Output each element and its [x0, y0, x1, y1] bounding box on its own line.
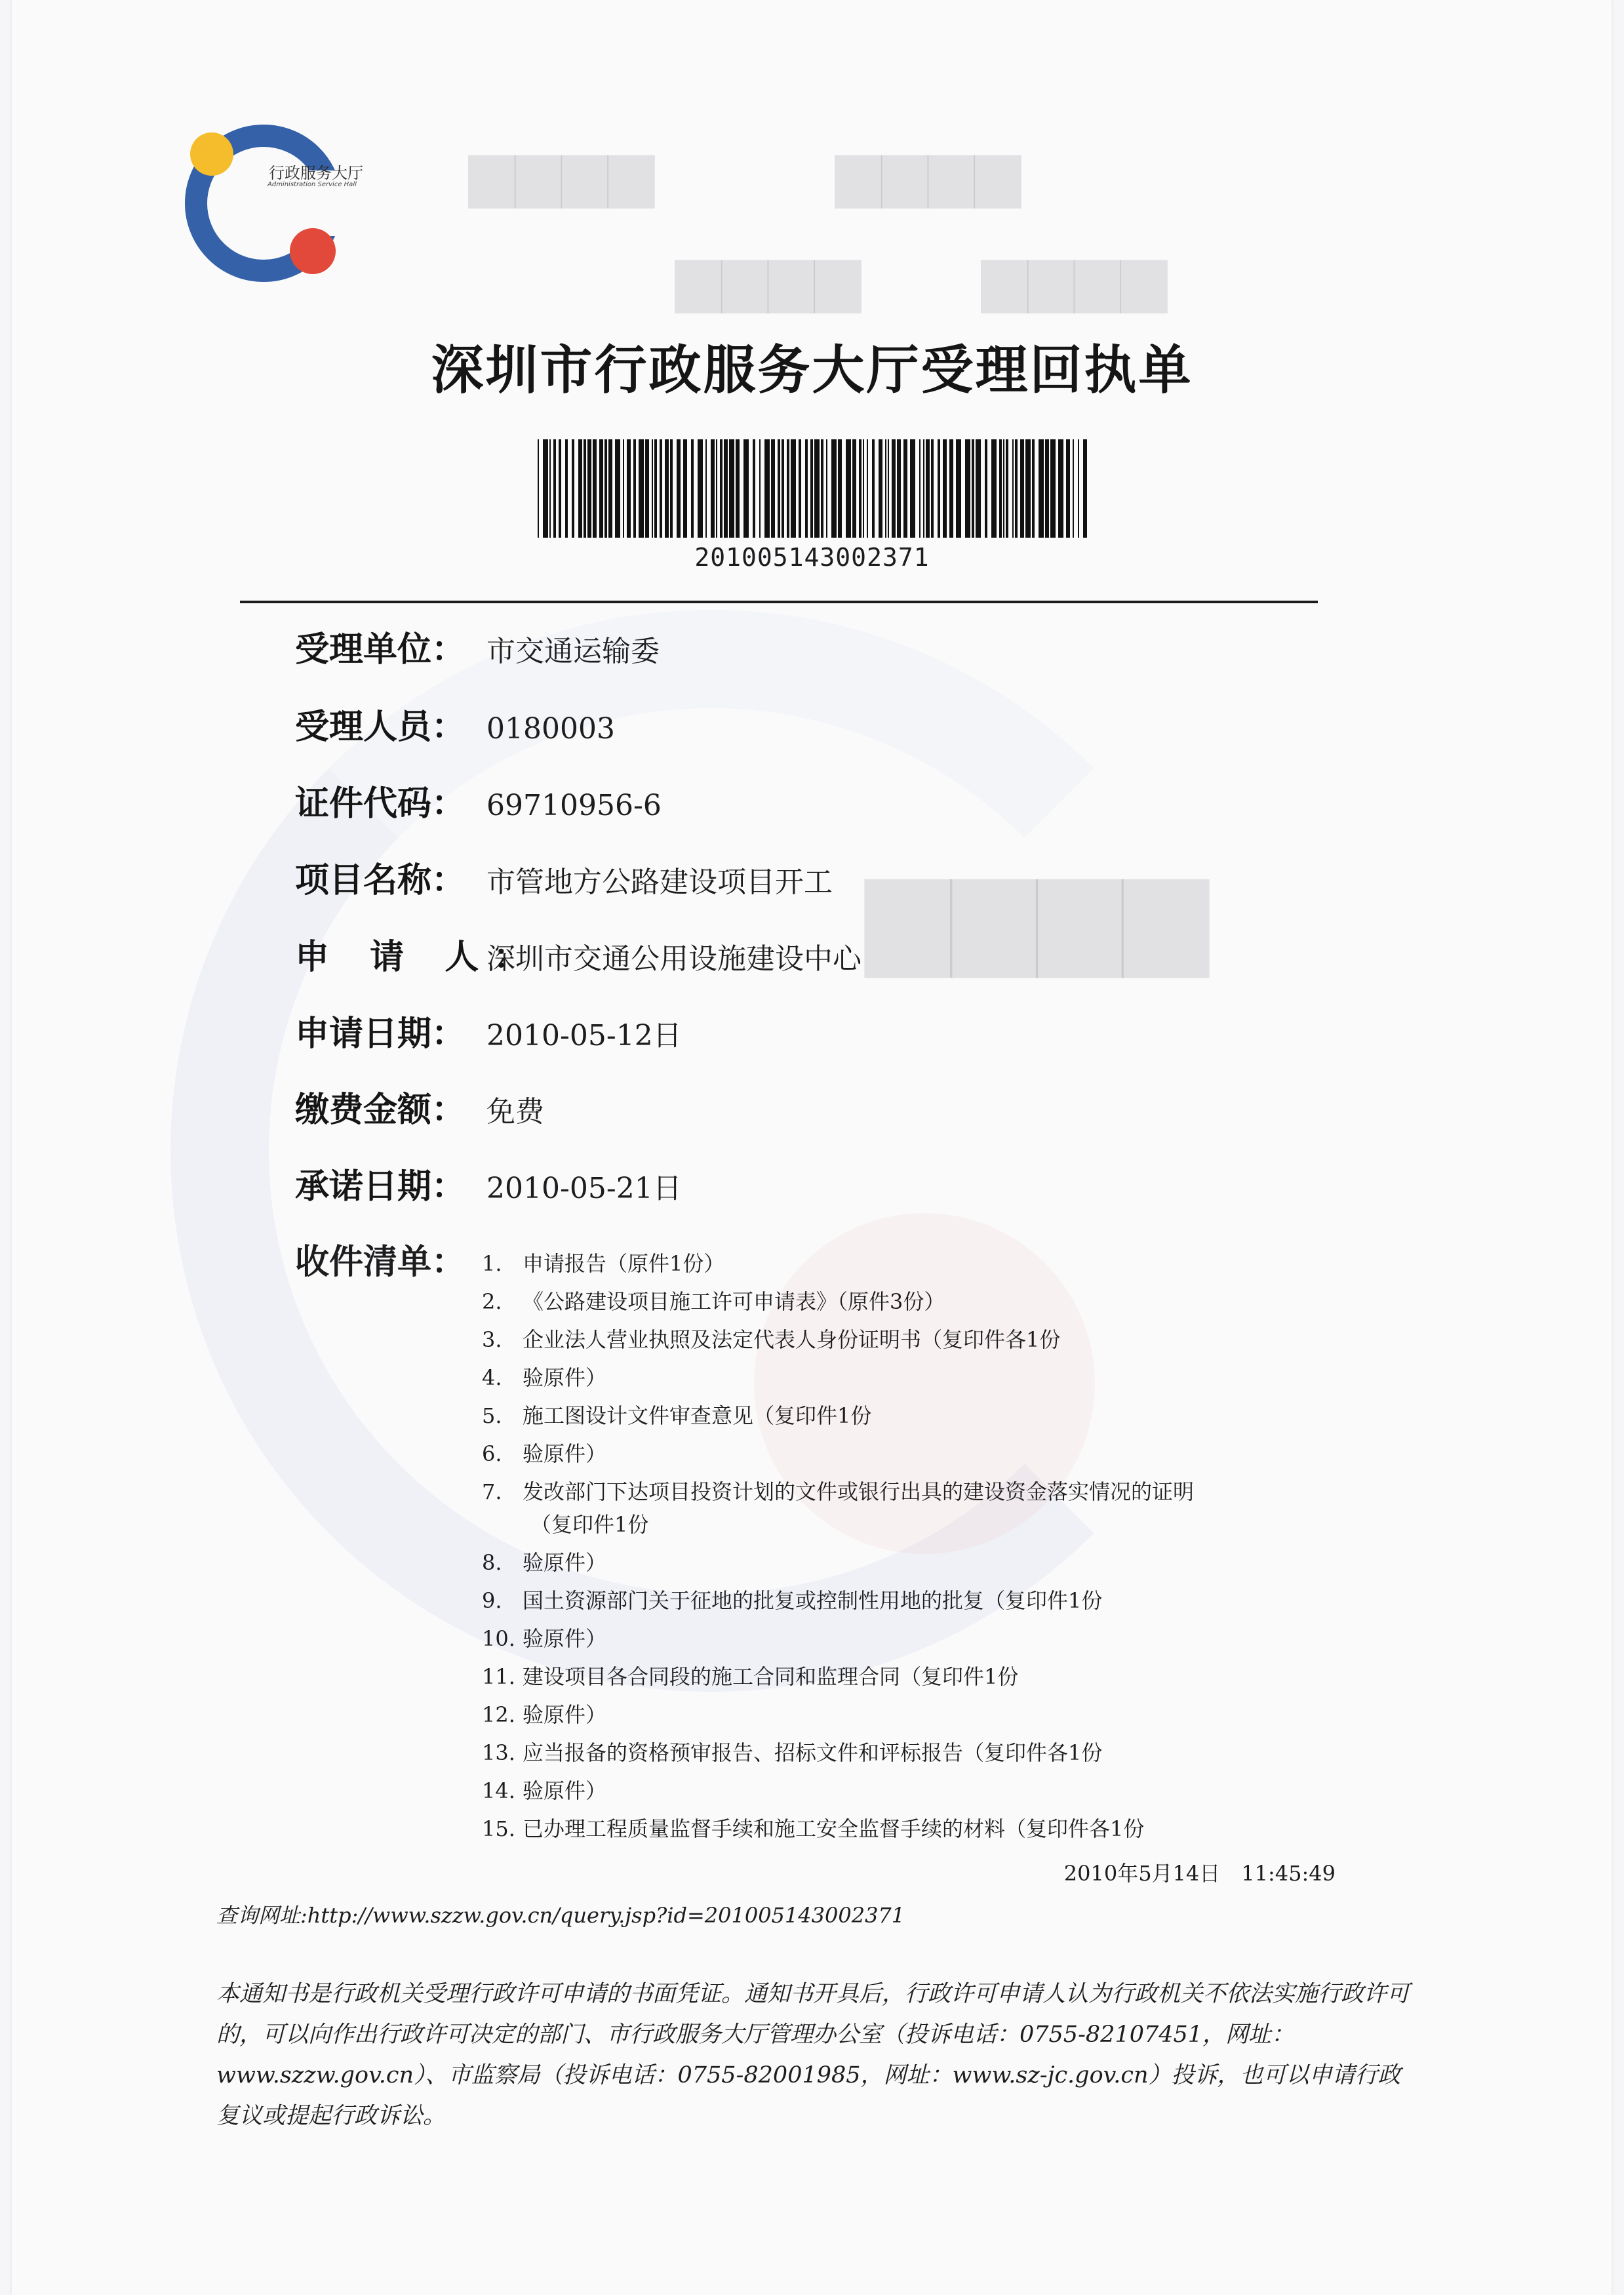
barcode-bar	[753, 439, 755, 538]
field-value: 2010-05-21日	[486, 1172, 682, 1205]
list-item-text: 《公路建设项目施工许可申请表》（原件3份）	[523, 1289, 945, 1314]
barcode-bar	[645, 439, 649, 538]
barcode-bar	[1066, 439, 1070, 538]
checklist	[482, 1245, 1334, 1848]
barcode-bar	[938, 439, 940, 538]
bleed-through-slogan-2: ▆▆▆▆ ▆▆▆▆	[675, 242, 1168, 313]
list-item-text: 国土资源部门关于征地的批复或控制性用地的批复（复印件1份	[523, 1588, 1103, 1613]
field-accepting-staff	[295, 699, 615, 751]
list-item-text: 验原件）	[523, 1365, 607, 1390]
barcode-bar	[985, 439, 987, 538]
list-item-text: 已办理工程质量监督手续和施工安全监督手续的材料（复印件各1份	[523, 1816, 1145, 1841]
barcode-bar	[615, 439, 620, 538]
barcode-bar	[587, 439, 591, 538]
barcode-bar	[683, 439, 687, 538]
list-item	[482, 1321, 1334, 1359]
barcode-bar	[549, 439, 551, 538]
legal-notice: 本通知书是行政机关受理行政许可申请的书面凭证。通知书开具后，行政许可申请人认为行政机关不依法实施行政许可的，可以向作出行政许可决定的部门、市行政服务大厅管理办公室（投诉电话：0755-82107451，网址：www.szzw.gov.cn）、市监察局（投诉电话：0755-82001985，网址：www.sz-jc.gov.cn）投诉，也可以申请行政复议或提起行政诉讼。	[216, 1981, 1410, 2129]
barcode-bar	[559, 439, 561, 538]
header-divider	[240, 601, 1318, 603]
list-item-number: 12.	[482, 1702, 515, 1727]
query-url[interactable]: 查询网址:http://www.szzw.gov.cn/query.jsp?id=201005143002371	[216, 1903, 905, 1928]
logo-red-dot	[290, 228, 336, 274]
field-promised-date	[295, 1159, 682, 1211]
field-applicant	[295, 929, 862, 982]
list-item-text: 验原件）	[523, 1626, 607, 1651]
barcode-number: 201005143002371	[694, 543, 930, 572]
barcode-bar	[926, 439, 930, 538]
list-item	[482, 1734, 1334, 1772]
barcode-bar	[1025, 439, 1031, 538]
list-item	[482, 1245, 1334, 1283]
print-timestamp: 2010年5月14日 11:45:49	[1063, 1861, 1336, 1886]
list-item-number: 8.	[482, 1550, 502, 1575]
list-item-number: 15.	[482, 1816, 515, 1841]
barcode-bar	[639, 439, 644, 538]
logo-name-cn: 行政服务大厅	[269, 164, 363, 182]
barcode-bar	[729, 439, 734, 538]
field-label: 证件代码：	[295, 784, 466, 824]
list-item-text: 建设项目各合同段的施工合同和监理合同（复印件1份	[523, 1664, 1019, 1689]
list-item-number: 6.	[482, 1441, 502, 1466]
barcode-bar	[608, 439, 612, 538]
barcode-bar	[892, 439, 896, 538]
barcode-bar	[1045, 439, 1049, 538]
barcode-bar	[565, 439, 568, 538]
list-item	[482, 1772, 1334, 1810]
list-item-number: 5.	[482, 1403, 502, 1428]
barcode-bar	[593, 439, 597, 538]
barcode-bar	[743, 439, 749, 538]
field-value: 市管地方公路建设项目开工	[486, 866, 833, 899]
list-item-number: 10.	[482, 1626, 515, 1651]
field-accepting-unit	[295, 622, 660, 674]
barcode-bar	[670, 439, 673, 538]
barcode-bar	[1003, 439, 1004, 538]
field-value: 2010-05-12日	[486, 1019, 682, 1052]
list-item-number: 14.	[482, 1778, 515, 1803]
barcode-bar	[965, 439, 970, 538]
field-label: 缴费金额：	[295, 1090, 466, 1130]
list-item	[482, 1359, 1334, 1397]
barcode-bar	[879, 439, 882, 538]
barcode-bar	[652, 439, 653, 538]
barcode-bar	[677, 439, 681, 538]
barcode-bar	[538, 439, 539, 538]
barcode-bar	[1039, 439, 1044, 538]
document-title: 深圳市行政服务大厅受理回执单	[431, 340, 1193, 401]
barcode-bar	[543, 439, 548, 538]
barcode-bar	[838, 439, 842, 538]
barcode-bar	[846, 439, 851, 538]
list-item	[482, 1544, 1334, 1582]
field-value: 69710956-6	[486, 789, 662, 822]
list-item	[482, 1473, 1334, 1511]
barcode-bar	[778, 439, 780, 538]
barcode-bar	[698, 439, 703, 538]
list-item-text: 验原件）	[523, 1550, 607, 1575]
list-item-number: 1.	[482, 1251, 502, 1276]
barcode-bar	[578, 439, 582, 538]
barcode-bar	[654, 439, 657, 538]
barcode-bar	[1006, 439, 1008, 538]
list-item	[482, 1658, 1334, 1696]
list-item-number: 7.	[482, 1479, 502, 1504]
barcode-bar	[665, 439, 669, 538]
barcode-bar	[972, 439, 974, 538]
field-label: 承诺日期：	[295, 1167, 466, 1207]
barcode-bar	[805, 439, 808, 538]
list-item	[482, 1435, 1334, 1473]
barcode-bar	[863, 439, 864, 538]
barcode-bar	[1058, 439, 1063, 538]
barcode-bar	[910, 439, 915, 538]
field-label: 受理人员：	[295, 708, 466, 747]
barcode-bar	[956, 439, 961, 538]
barcode-bar	[852, 439, 856, 538]
field-application-date	[295, 1006, 682, 1058]
barcode-bar	[787, 439, 789, 538]
barcode-bar	[814, 439, 820, 538]
field-label: 申 请 人：	[295, 938, 542, 977]
list-item-text: 施工图设计文件审查意见（复印件1份	[523, 1403, 872, 1428]
list-item-number: 9.	[482, 1588, 502, 1613]
barcode-bar	[716, 439, 717, 538]
barcode-bar	[553, 439, 556, 538]
barcode-bar	[771, 439, 775, 538]
barcode-bar	[826, 439, 827, 538]
list-item-text: 企业法人营业执照及法定代表人身份证明书（复印件各1份	[523, 1327, 1061, 1352]
field-value: 0180003	[486, 712, 615, 746]
logo-yellow-dot	[190, 132, 233, 176]
barcode-bar	[584, 439, 586, 538]
field-label: 受理单位：	[295, 630, 466, 669]
barcode-bar	[660, 439, 662, 538]
list-item-text: 验原件）	[523, 1441, 607, 1466]
list-item	[482, 1397, 1334, 1435]
barcode-bar	[1050, 439, 1056, 538]
field-label: 项目名称：	[295, 861, 466, 900]
barcode-bar	[623, 439, 624, 538]
field-project-name	[295, 852, 833, 905]
admin-service-hall-logo	[185, 125, 363, 282]
list-item-number: 13.	[482, 1740, 515, 1765]
barcode-bar	[791, 439, 796, 538]
barcode-bar	[604, 439, 607, 538]
barcode-bar	[1032, 439, 1035, 538]
list-item-text: 申请报告（原件1份）	[523, 1251, 725, 1276]
barcode-bar	[923, 439, 924, 538]
barcode-bar	[736, 439, 740, 538]
list-item-text: 发改部门下达项目投资计划的文件或银行出具的建设资金落实情况的证明	[523, 1479, 1195, 1504]
barcode-bar	[999, 439, 1002, 538]
list-item	[482, 1696, 1334, 1734]
field-certificate-code	[295, 776, 662, 828]
list-item-text: 验原件）	[523, 1702, 607, 1727]
list-item-number: 3.	[482, 1327, 502, 1352]
barcode-bar	[599, 439, 603, 538]
list-item-text: 应当报备的资格预审报告、招标文件和评标报告（复印件各1份	[523, 1740, 1103, 1765]
barcode-bar	[897, 439, 901, 538]
barcode-bar	[705, 439, 707, 538]
barcode-bar	[919, 439, 921, 538]
field-value: 市交通运输委	[486, 635, 660, 668]
barcode-bar	[976, 439, 981, 538]
barcode-bar	[943, 439, 947, 538]
barcode-bar	[711, 439, 715, 538]
barcode-bar	[831, 439, 837, 538]
barcode-bar	[691, 439, 694, 538]
barcode-bar	[885, 439, 886, 538]
bleed-through-slogan-1: ▆▆▆▆ ▆▆▆▆	[469, 137, 1021, 208]
list-item-number: 2.	[482, 1289, 502, 1314]
barcode-bar	[810, 439, 813, 538]
list-item-number: 11.	[482, 1664, 515, 1689]
field-value: 深圳市交通公用设施建设中心	[486, 942, 862, 976]
barcode-bar	[1015, 439, 1018, 538]
barcode-bar	[799, 439, 801, 538]
field-fee-amount	[295, 1082, 544, 1134]
list-item	[482, 1582, 1334, 1620]
barcode-bar	[633, 439, 636, 538]
barcode-bar	[821, 439, 823, 538]
checklist-label: 收件清单：	[295, 1243, 466, 1282]
barcode-bar	[949, 439, 953, 538]
barcode-bar	[859, 439, 862, 538]
barcode-bar	[764, 439, 770, 538]
barcode-bar	[867, 439, 868, 538]
barcode-bar	[1083, 439, 1087, 538]
barcode-bar	[1020, 439, 1024, 538]
barcode-bar	[724, 439, 728, 538]
field-value: 免费	[486, 1095, 544, 1128]
barcode-bar	[888, 439, 889, 538]
barcode-bar	[931, 439, 934, 538]
barcode-bar	[872, 439, 875, 538]
barcode-bar	[1073, 439, 1074, 538]
barcode-bar	[1012, 439, 1014, 538]
list-item-continuation: （复印件1份	[530, 1512, 649, 1537]
list-item-text: 验原件）	[523, 1778, 607, 1803]
barcode-bar	[991, 439, 997, 538]
list-item	[482, 1620, 1334, 1658]
list-item-number: 4.	[482, 1365, 502, 1390]
barcode-bar	[759, 439, 761, 538]
list-item	[482, 1810, 1334, 1848]
barcode-bar	[720, 439, 723, 538]
logo-name-en: Administration Service Hall	[267, 181, 357, 188]
list-item	[482, 1283, 1334, 1321]
barcode-bar	[903, 439, 907, 538]
bleed-through-large-text: ▆▆▆▆	[865, 846, 1208, 977]
barcode-bar	[782, 439, 784, 538]
barcode-bar	[627, 439, 631, 538]
barcode-bar	[1078, 439, 1079, 538]
field-label: 申请日期：	[295, 1014, 466, 1054]
barcode-bar	[572, 439, 574, 538]
barcode	[538, 439, 1088, 538]
